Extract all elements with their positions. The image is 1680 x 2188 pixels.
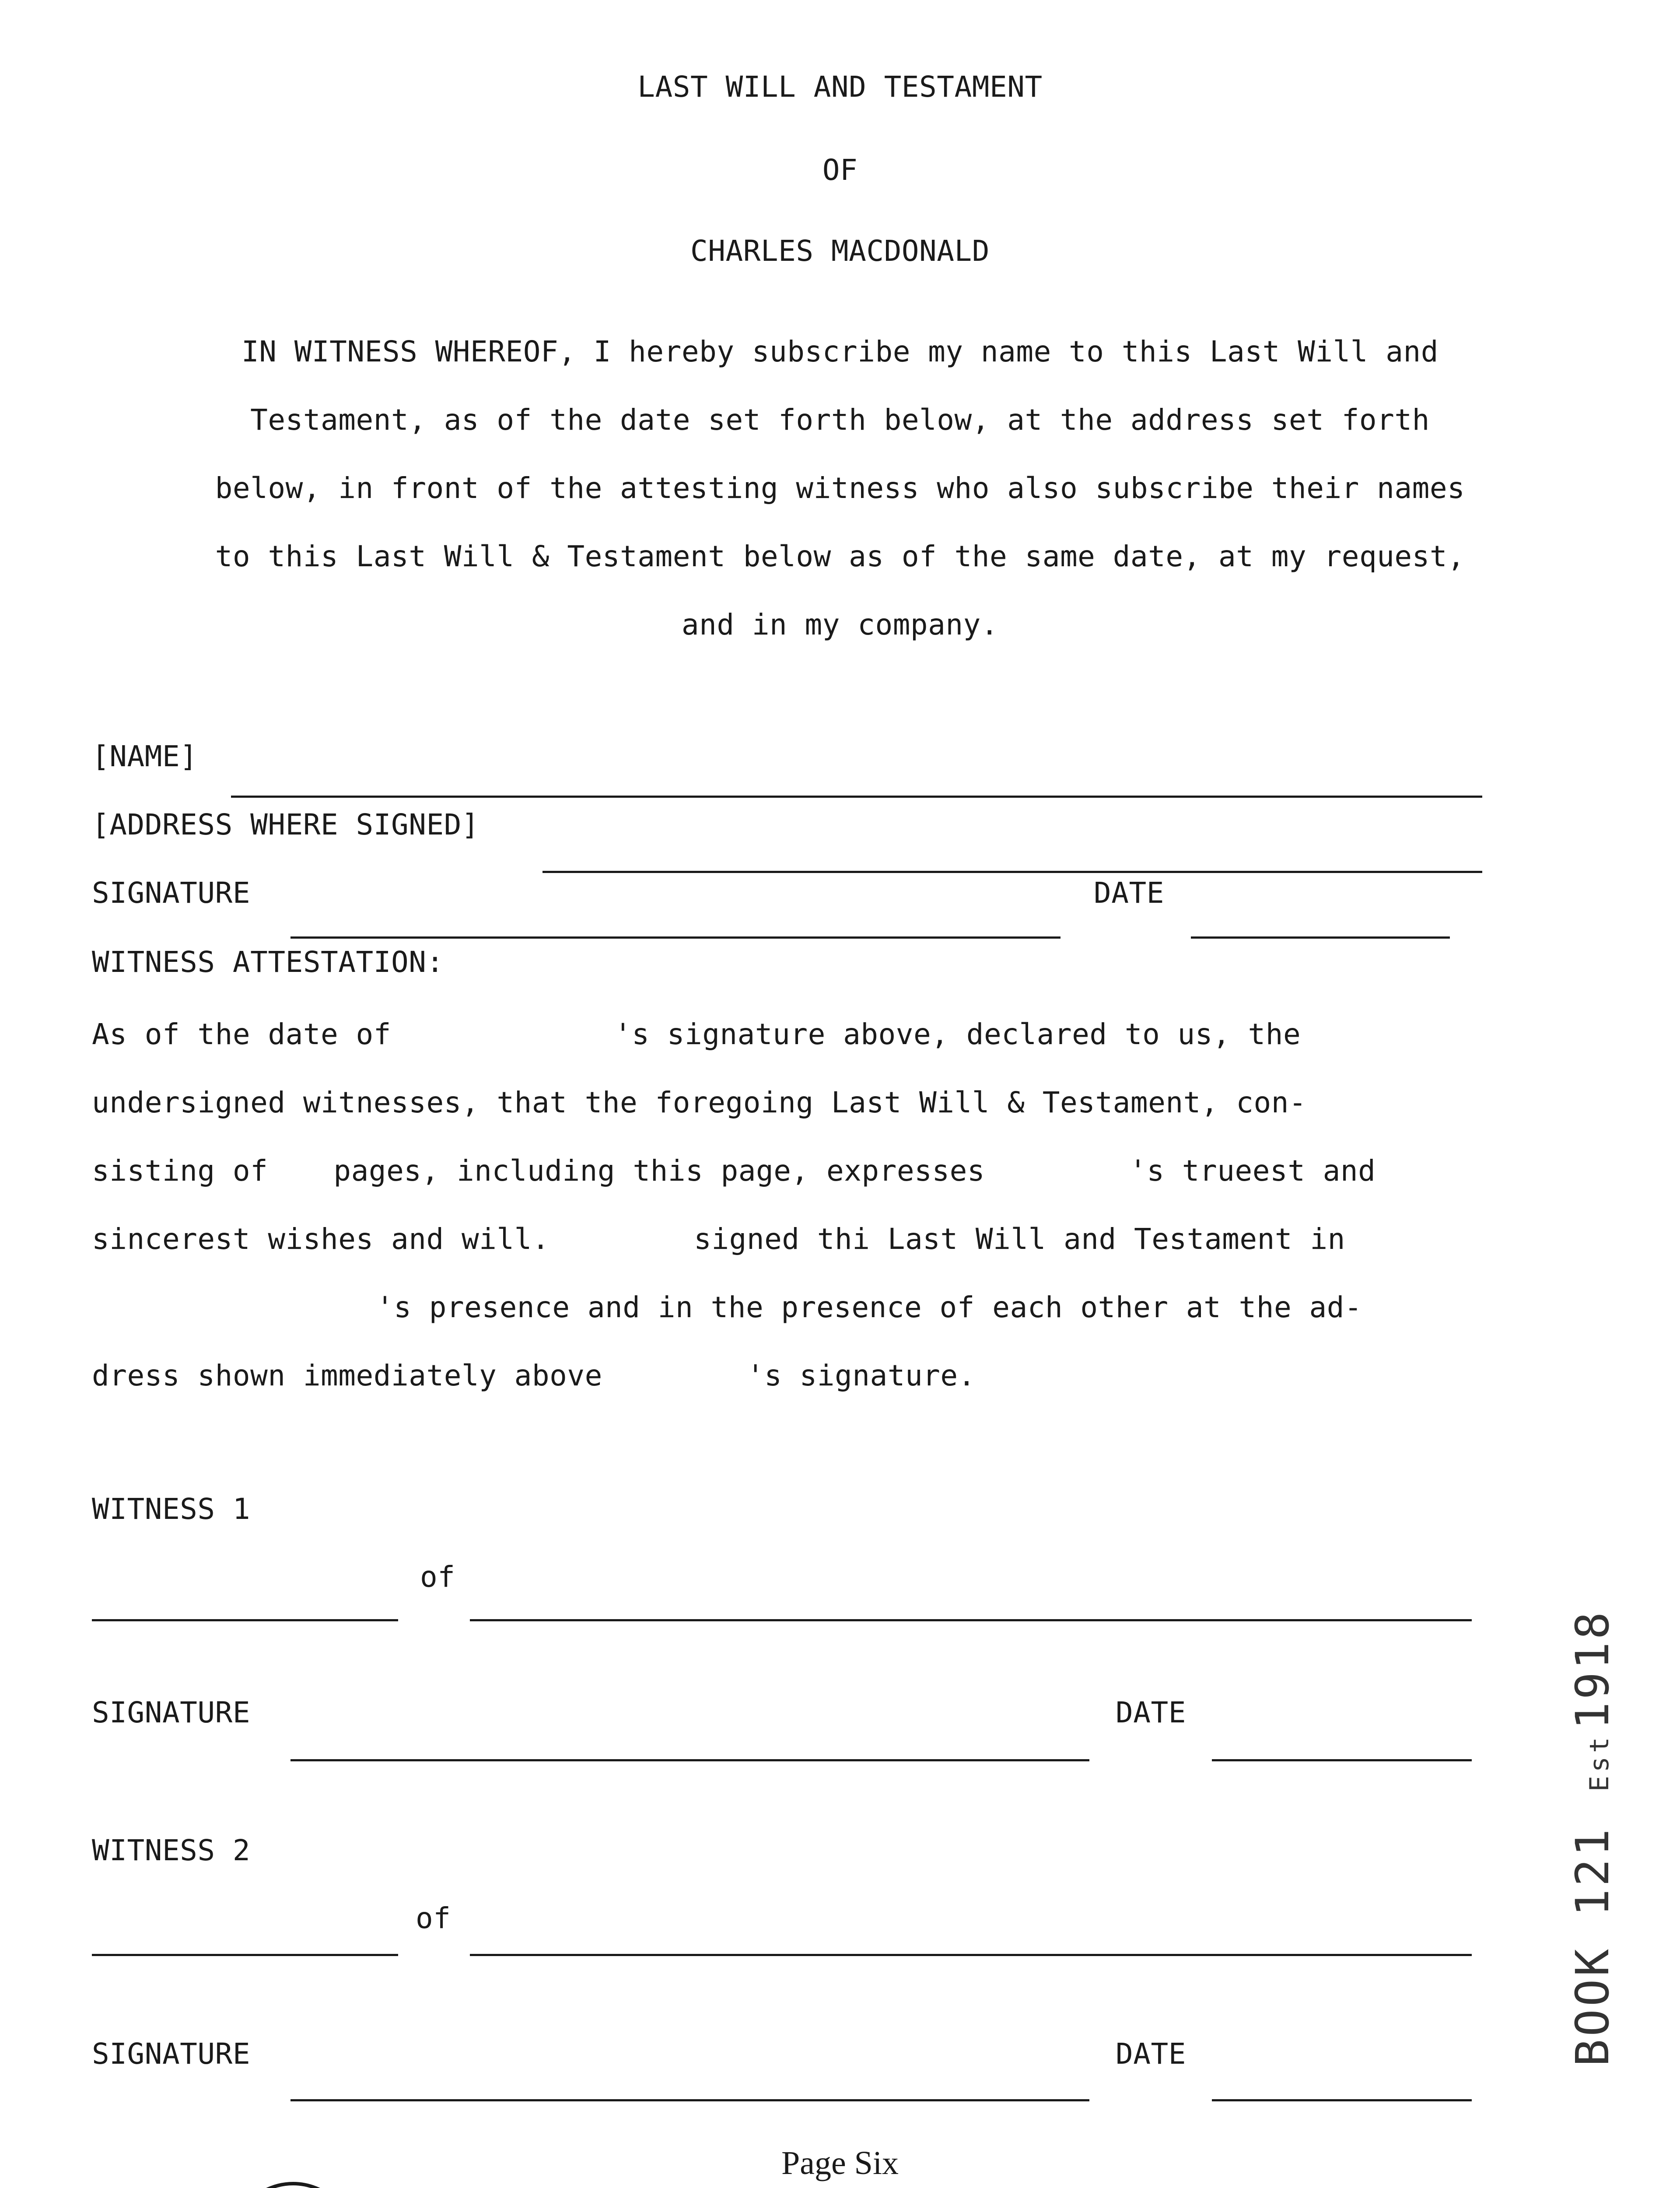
attestation-line xyxy=(92,1000,1566,1069)
testator-name: CHARLES MACDONALD xyxy=(690,234,990,268)
attestation-text: sisting of xyxy=(92,1154,268,1188)
address-field[interactable] xyxy=(542,871,1482,873)
witness-clause xyxy=(0,318,1680,659)
witness-1-label: WITNESS 1 xyxy=(92,1492,251,1526)
attestation-text: 's presence and in the presence of each other at the ad- xyxy=(376,1290,1362,1324)
attestation-line xyxy=(92,1137,1566,1205)
attestation-line xyxy=(92,1273,1566,1342)
witness-clause-line: to this Last Will & Testament below as of the same date, at my request, xyxy=(215,540,1465,573)
attestation-text: sincerest wishes and will. xyxy=(92,1222,550,1256)
attestation-text: 's signature. xyxy=(746,1359,976,1392)
attestation-heading: WITNESS ATTESTATION: xyxy=(92,945,444,979)
name-field[interactable] xyxy=(231,796,1482,798)
attestation-text: 's trueest and xyxy=(1129,1154,1376,1188)
witness-clause-line: IN WITNESS WHEREOF, I hereby subscribe my name to this Last Will and xyxy=(241,335,1438,368)
attestation-line xyxy=(92,1342,1566,1410)
witness-1-address-field[interactable] xyxy=(470,1619,1472,1621)
witness-2-of-label: of xyxy=(416,1901,451,1935)
date-label: DATE xyxy=(1094,876,1164,910)
attestation-line: undersigned witnesses, that the foregoing Last Will & Testament, con- xyxy=(92,1086,1307,1119)
witness-1-signature-field[interactable] xyxy=(290,1759,1089,1761)
witness-1-name-field[interactable] xyxy=(92,1619,398,1621)
attestation-text: dress shown immediately above xyxy=(92,1359,602,1392)
witness-2-label: WITNESS 2 xyxy=(92,1834,251,1867)
attestation-text: signed thi Last Will and Testament in xyxy=(694,1222,1345,1256)
witness-2-signature-field[interactable] xyxy=(290,2099,1089,2101)
attestation-text: As of the date of xyxy=(92,1017,392,1051)
signature-field[interactable] xyxy=(290,936,1060,939)
firm-seal-graphic xyxy=(228,2179,359,2188)
witness-1-signature-label: SIGNATURE xyxy=(92,1696,251,1729)
address-label: [ADDRESS WHERE SIGNED] xyxy=(92,808,480,842)
witness-2-signature-label: SIGNATURE xyxy=(92,2037,251,2071)
signature-label: SIGNATURE xyxy=(92,876,251,910)
attestation-paragraph xyxy=(92,1000,1566,1410)
witness-2-name-field[interactable] xyxy=(92,1954,398,1956)
page-number: Page Six xyxy=(781,2145,899,2181)
date-field[interactable] xyxy=(1191,936,1450,939)
established-year: 1918 xyxy=(1566,1609,1619,1730)
witness-1-date-field[interactable] xyxy=(1212,1759,1472,1761)
witness-1-of-label: of xyxy=(420,1560,455,1594)
attestation-line xyxy=(92,1205,1566,1273)
witness-clause-line: below, in front of the attesting witness who also subscribe their names xyxy=(215,471,1465,505)
book-stamp xyxy=(1566,1609,1619,2067)
witness-2-address-field[interactable] xyxy=(470,1954,1472,1956)
document-title: LAST WILL AND TESTAMENT xyxy=(637,70,1043,104)
witness-2-date-field[interactable] xyxy=(1212,2099,1472,2101)
witness-1-date-label: DATE xyxy=(1116,1696,1186,1729)
attestation-text: pages, including this page, expresses xyxy=(333,1154,985,1188)
name-label: [NAME] xyxy=(92,740,198,773)
witness-2-date-label: DATE xyxy=(1116,2037,1186,2071)
document-title-of: OF xyxy=(822,153,858,187)
witness-clause-line: Testament, as of the date set forth below, at the address set forth xyxy=(250,403,1430,437)
firm-seal-icon xyxy=(228,2179,359,2188)
book-number: BOOK 121 xyxy=(1566,1826,1619,2067)
established-label: Est xyxy=(1584,1733,1615,1792)
attestation-text: 's signature above, declared to us, the xyxy=(614,1017,1301,1051)
witness-clause-line: and in my company. xyxy=(681,608,999,642)
